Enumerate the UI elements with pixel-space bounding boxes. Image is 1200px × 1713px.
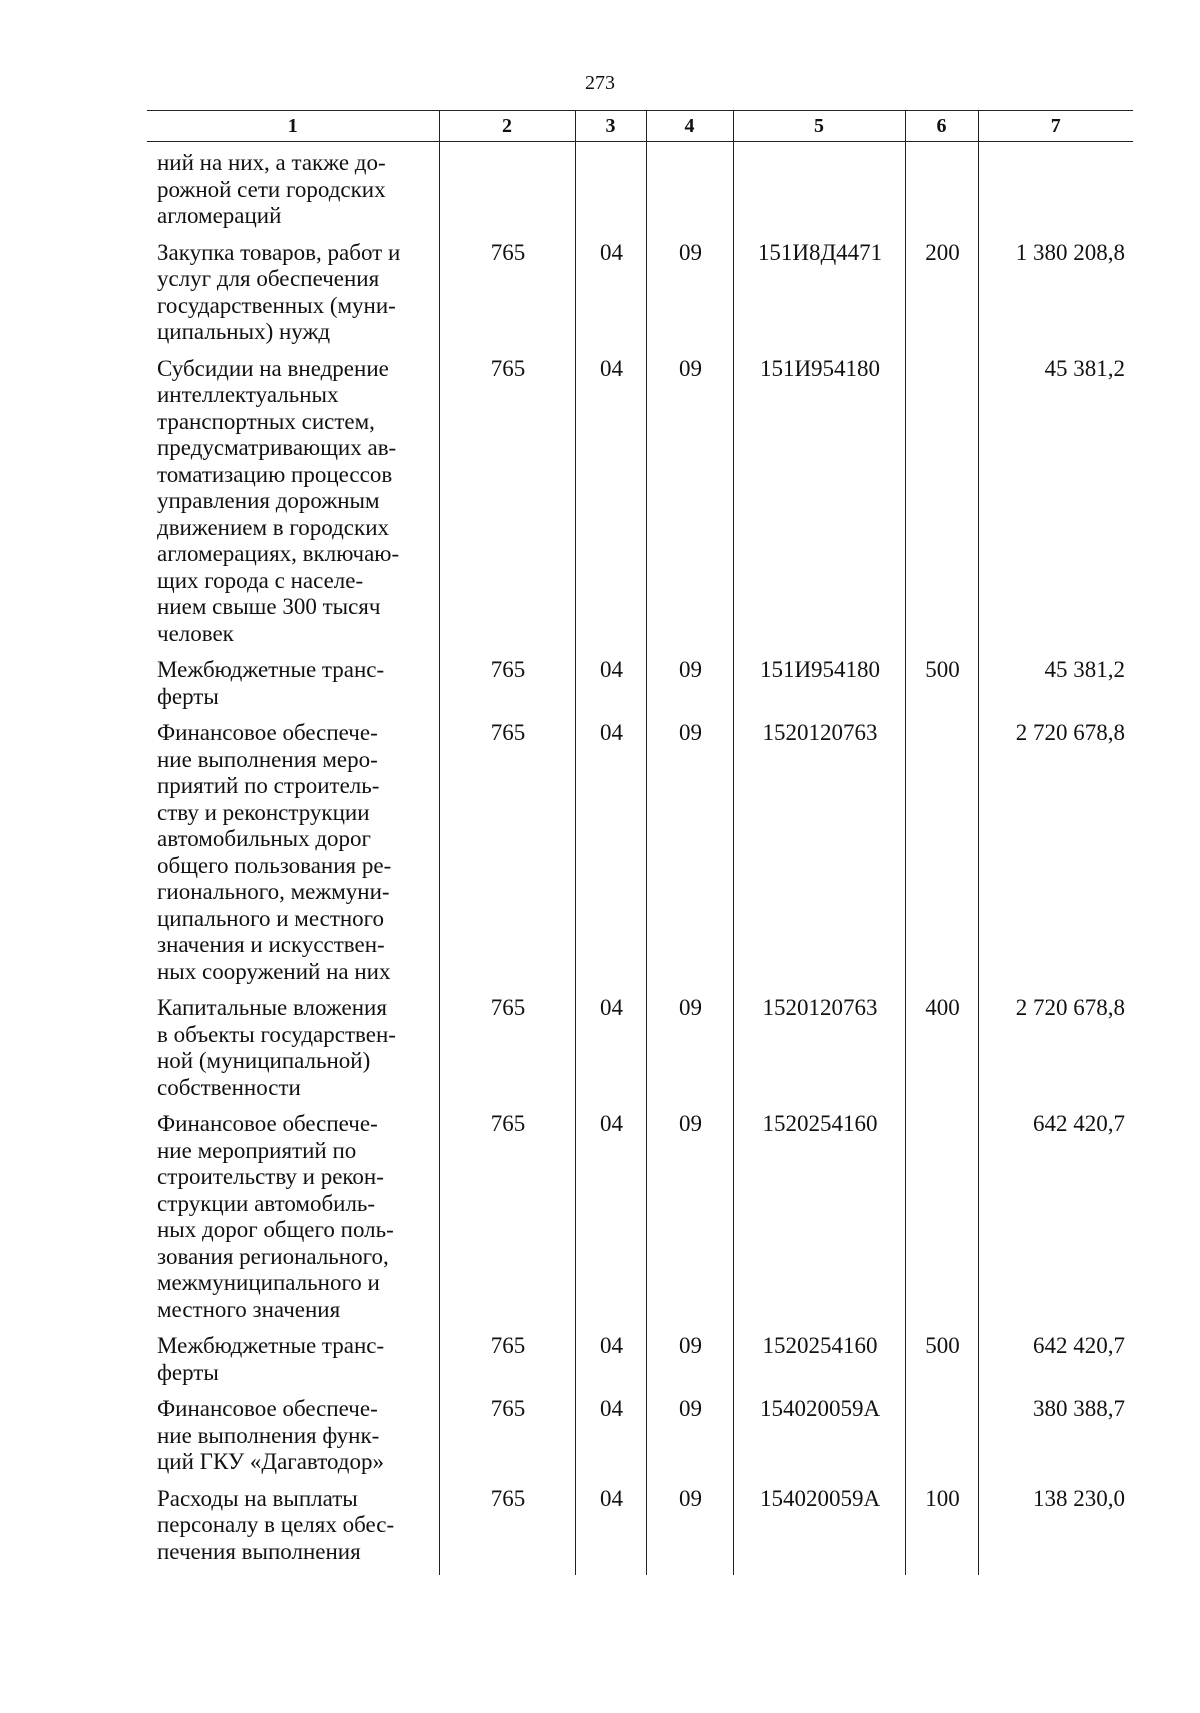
cell-col-7: 642 420,7 [978,1111,1133,1333]
cell-col-2: 765 [439,995,575,1111]
cell-col-2: 765 [439,1486,575,1576]
table-row [147,1333,1133,1396]
cell-col-4: 09 [646,1486,733,1576]
cell-col-2: 765 [439,356,575,658]
table-row [147,995,1133,1111]
page-number: 273 [585,72,615,94]
cell-name: Финансовое обеспече- ние выполнения функ- ций ГКУ «Дагавтодор» [147,1396,439,1486]
table-row [147,1396,1133,1486]
cell-col-7: 2 720 678,8 [978,720,1133,995]
table-row [147,657,1133,720]
cell-col-7 [978,142,1133,240]
header-col-6: 6 [905,111,978,142]
cell-col-5: 1520254160 [733,1111,905,1333]
cell-col-6: 100 [905,1486,978,1576]
cell-col-5: 151И954180 [733,657,905,720]
header-col-2: 2 [439,111,575,142]
table-row [147,142,1133,240]
cell-col-2: 765 [439,1111,575,1333]
cell-col-2 [439,142,575,240]
cell-col-4: 09 [646,240,733,356]
cell-col-3: 04 [575,356,646,658]
cell-name: Капитальные вложения в объекты государствен- ной (муниципальной) собственности [147,995,439,1111]
table-row [147,356,1133,658]
cell-col-3: 04 [575,1396,646,1486]
cell-col-3: 04 [575,657,646,720]
cell-col-5: 151И8Д4471 [733,240,905,356]
cell-col-7: 1 380 208,8 [978,240,1133,356]
cell-name: Закупка товаров, работ и услуг для обеспечения государственных (муни- ципальных) нужд [147,240,439,356]
cell-col-5 [733,142,905,240]
cell-col-3: 04 [575,1486,646,1576]
cell-col-2: 765 [439,657,575,720]
cell-col-5: 154020059А [733,1396,905,1486]
cell-col-5: 154020059А [733,1486,905,1576]
cell-col-3: 04 [575,720,646,995]
header-col-1: 1 [147,111,439,142]
cell-col-5: 151И954180 [733,356,905,658]
cell-col-7: 45 381,2 [978,657,1133,720]
cell-col-4: 09 [646,1396,733,1486]
budget-table-container [147,110,1133,1575]
table-row [147,1486,1133,1576]
cell-col-5: 1520254160 [733,1333,905,1396]
cell-col-3 [575,142,646,240]
header-col-5: 5 [733,111,905,142]
cell-col-6 [905,1111,978,1333]
cell-col-3: 04 [575,1111,646,1333]
cell-col-7: 138 230,0 [978,1486,1133,1576]
table-row [147,1111,1133,1333]
cell-col-4: 09 [646,1333,733,1396]
cell-col-6: 200 [905,240,978,356]
cell-name: Межбюджетные транс- ферты [147,657,439,720]
cell-col-6: 500 [905,1333,978,1396]
cell-col-5: 1520120763 [733,995,905,1111]
header-row [147,111,1133,142]
cell-col-4: 09 [646,720,733,995]
cell-col-3: 04 [575,995,646,1111]
budget-table [147,110,1133,1575]
cell-col-7: 642 420,7 [978,1333,1133,1396]
cell-col-4: 09 [646,356,733,658]
cell-name: Субсидии на внедрение интеллектуальных транспортных систем, предусматривающих ав- томатизацию процессов управления дорожным движением в городских агломерациях, включаю- щих города с населе- нием свыше 300 тысяч человек [147,356,439,658]
cell-col-6: 500 [905,657,978,720]
cell-col-3: 04 [575,1333,646,1396]
cell-col-2: 765 [439,1333,575,1396]
cell-col-6 [905,356,978,658]
header-col-4: 4 [646,111,733,142]
cell-col-2: 765 [439,240,575,356]
cell-col-5: 1520120763 [733,720,905,995]
table-body [147,142,1133,1576]
cell-col-4: 09 [646,657,733,720]
cell-name: Финансовое обеспече- ние выполнения меро- приятий по строитель- ству и реконструкции автомобильных дорог общего пользования ре- гионального, межмуни- ципального и местного значения и искусствен- ных сооружений на них [147,720,439,995]
cell-col-4 [646,142,733,240]
cell-col-7: 380 388,7 [978,1396,1133,1486]
table-header [147,111,1133,142]
header-col-3: 3 [575,111,646,142]
cell-name: Финансовое обеспече- ние мероприятий по строительству и рекон- струкции автомобиль- ных дорог общего поль- зования регионального, межмуниципального и местного значения [147,1111,439,1333]
cell-col-2: 765 [439,720,575,995]
cell-name: ний на них, а также до- рожной сети городских агломераций [147,142,439,240]
cell-col-6 [905,1396,978,1486]
header-col-7: 7 [978,111,1133,142]
cell-name: Расходы на выплаты персоналу в целях обес- печения выполнения [147,1486,439,1576]
cell-col-7: 45 381,2 [978,356,1133,658]
cell-name: Межбюджетные транс- ферты [147,1333,439,1396]
cell-col-3: 04 [575,240,646,356]
cell-col-2: 765 [439,1396,575,1486]
cell-col-6 [905,720,978,995]
cell-col-6: 400 [905,995,978,1111]
cell-col-4: 09 [646,1111,733,1333]
cell-col-7: 2 720 678,8 [978,995,1133,1111]
table-row [147,240,1133,356]
cell-col-6 [905,142,978,240]
table-row [147,720,1133,995]
cell-col-4: 09 [646,995,733,1111]
